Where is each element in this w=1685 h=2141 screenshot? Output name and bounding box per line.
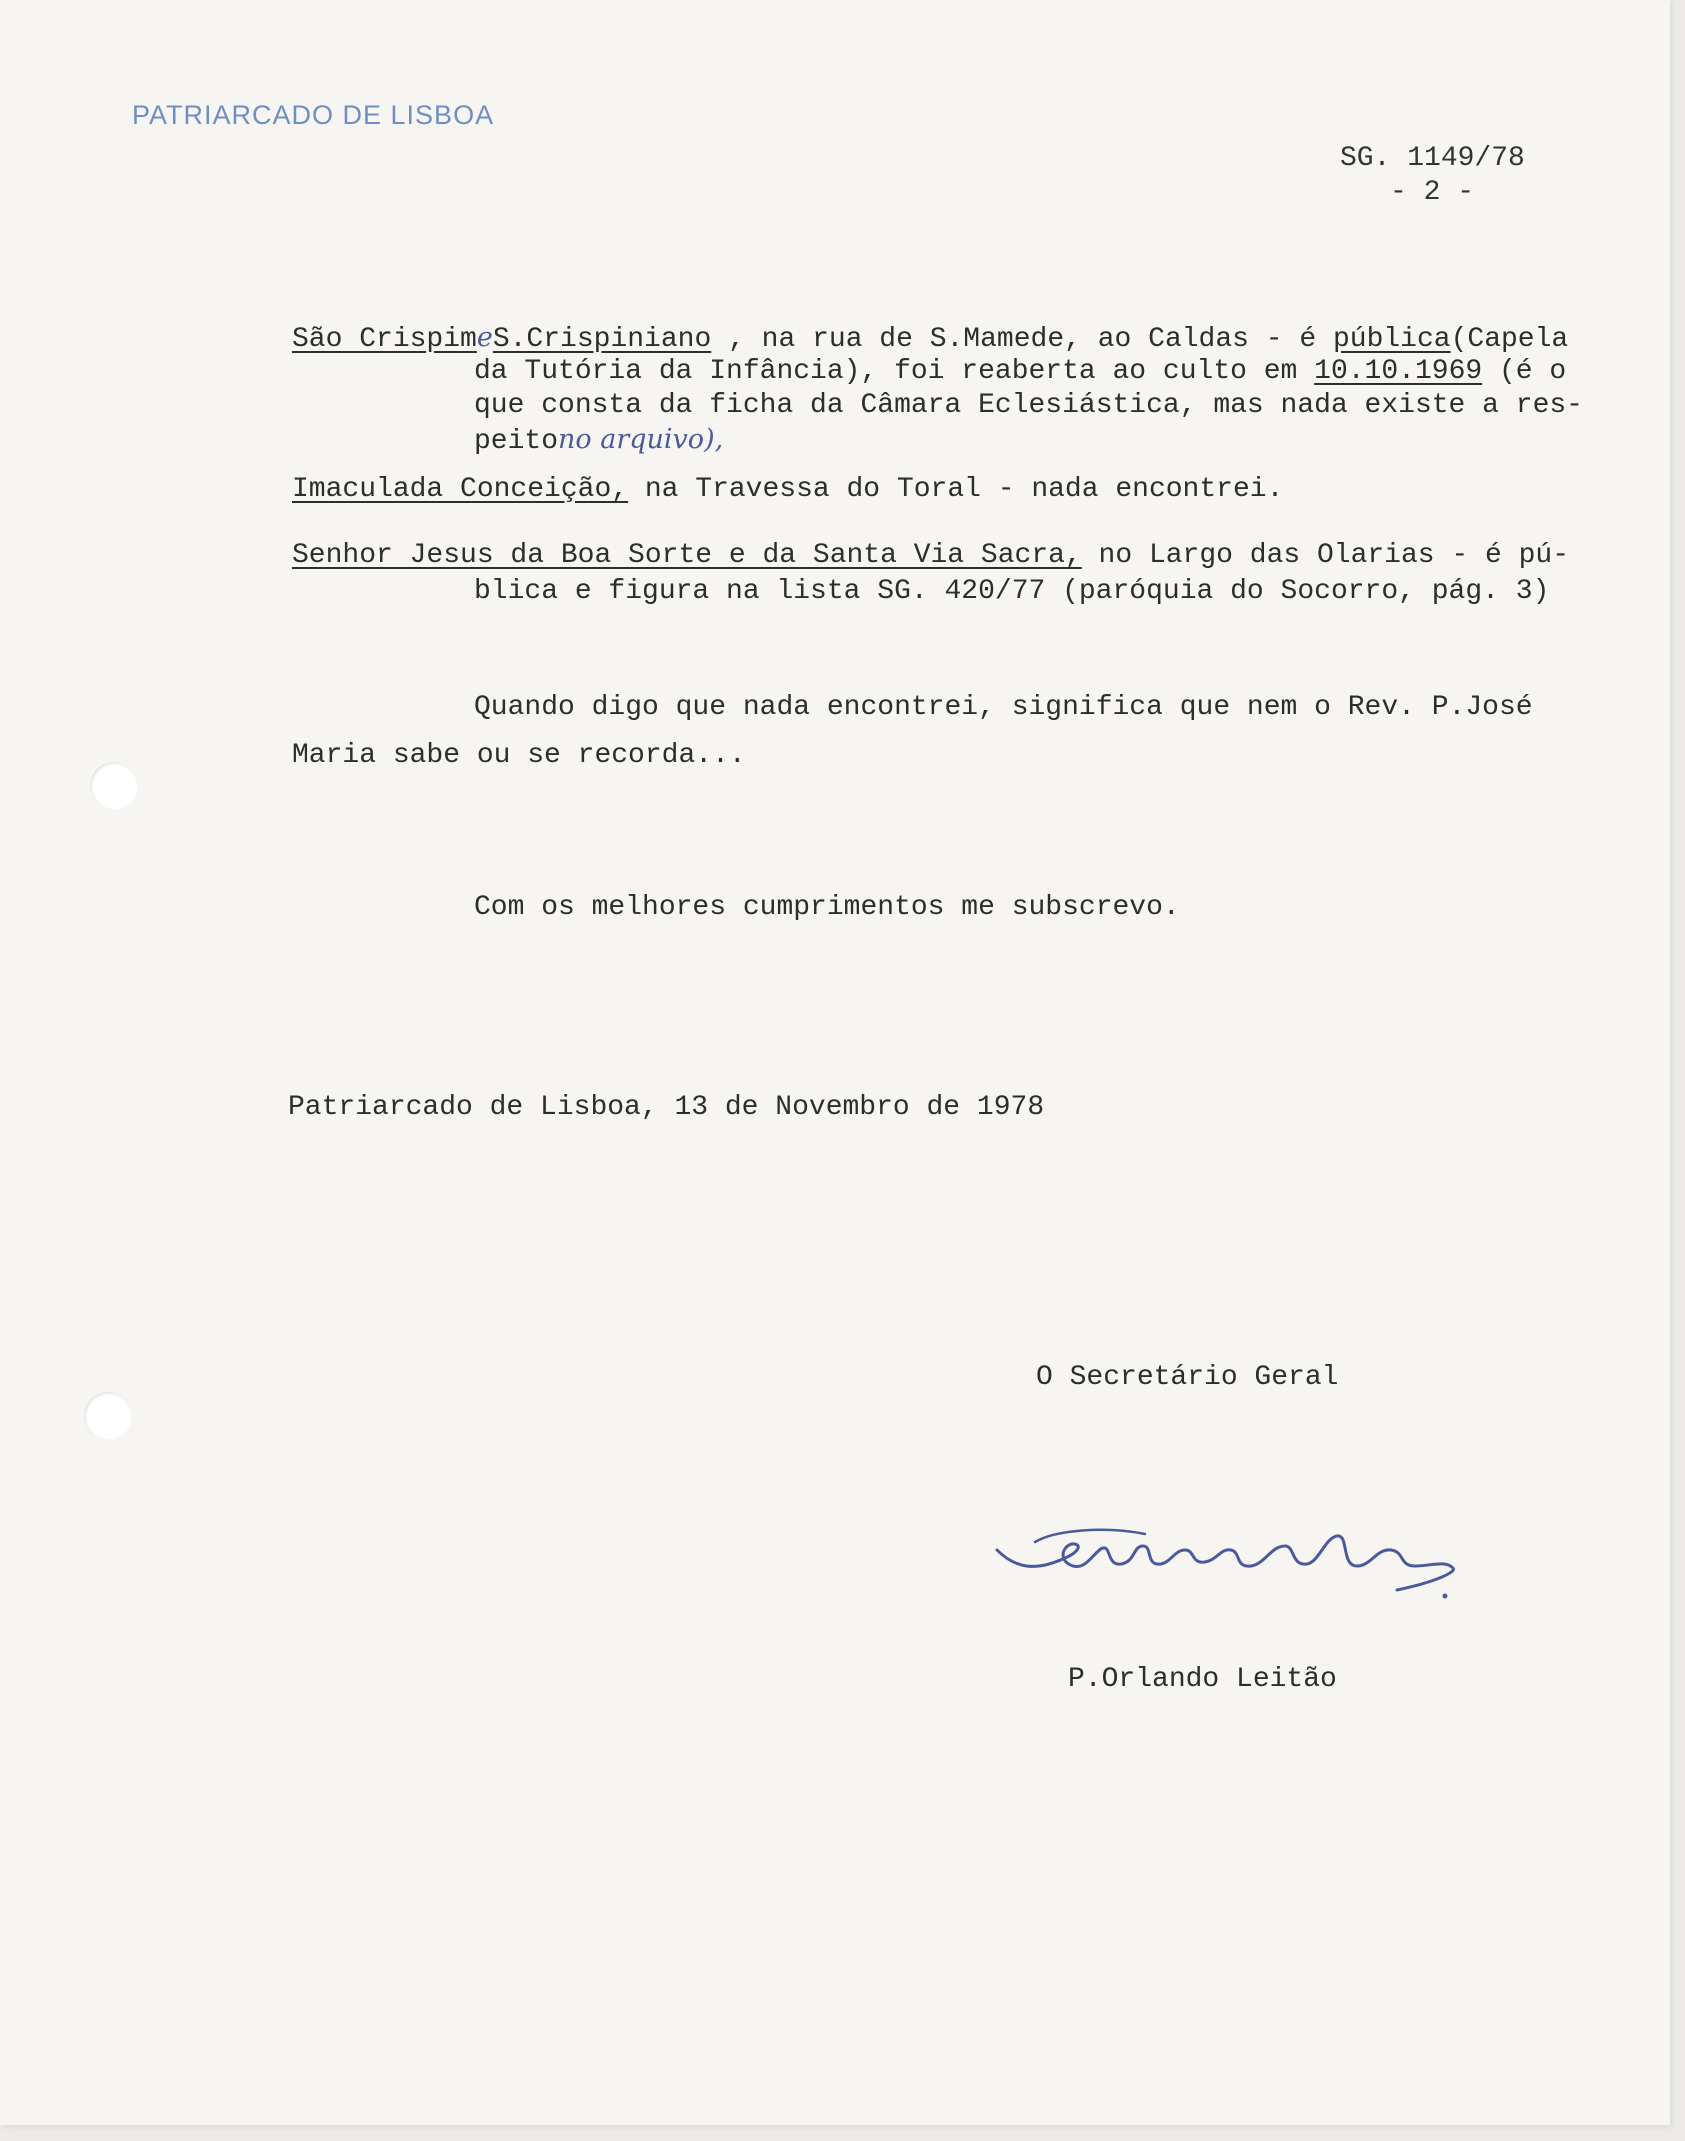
closing: Com os melhores cumprimentos me subscrevo. (474, 892, 1180, 923)
page-number: - 2 - (1390, 177, 1475, 208)
punch-hole-top (90, 762, 138, 810)
punch-hole-bottom (84, 1392, 132, 1440)
place-date: Patriarcado de Lisboa, 13 de Novembro de 1978 (288, 1092, 1045, 1123)
handwritten-signature (995, 1520, 1475, 1610)
entry-3-line-1 (292, 540, 1569, 572)
entry-1-publica: pública (1332, 324, 1451, 355)
reference-number: SG. 1149/78 (1340, 143, 1525, 174)
entry-1-line-3: que consta da ficha da Câmara Eclesiástica, mas nada existe a res- (474, 390, 1583, 421)
entry-1-line-1-text: , na rua de S.Mamede, ao Caldas - é (711, 324, 1333, 355)
note-line-2: Maria sabe ou se recorda... (292, 740, 746, 771)
entry-1-line-2-text: da Tutória da Infância), foi reaberta ao culto em (474, 356, 1315, 387)
reference-block (1340, 142, 1525, 210)
entry-1-line-4 (474, 424, 723, 458)
entry-3-line-1-text: no Largo das Olarias - é pú- (1081, 540, 1570, 571)
signatory-name: P.Orlando Leitão (1068, 1664, 1337, 1695)
handwritten-note: no arquivo), (558, 424, 724, 455)
entry-3-title: Senhor Jesus da Boa Sorte e da Santa Via Sacra, (292, 540, 1082, 571)
handwritten-e: e (476, 322, 493, 353)
entry-2-title: Imaculada Conceição, (292, 474, 629, 505)
entry-1-line-2-end: (é o (1482, 356, 1567, 387)
entry-2-text: na Travessa do Toral - nada encontrei. (628, 474, 1284, 505)
note-line-1: Quando digo que nada encontrei, significa que nem o Rev. P.José (474, 692, 1533, 723)
entry-1-title-2: S.Crispiniano (492, 324, 712, 355)
entry-1-title: São Crispim (292, 324, 477, 355)
signatory-title: O Secretário Geral (1036, 1362, 1339, 1393)
entry-1-line-1 (292, 322, 1568, 356)
letterhead: PATRIARCADO DE LISBOA (132, 100, 495, 130)
entry-1-line-4-text: peito (474, 426, 559, 457)
entry-1-line-2 (474, 356, 1566, 388)
entry-1-line-1-end: (Capela (1450, 324, 1569, 355)
entry-1-date: 10.10.1969 (1314, 356, 1483, 387)
entry-3-line-2: blica e figura na lista SG. 420/77 (paróquia do Socorro, pág. 3) (474, 576, 1550, 607)
entry-2-line-1 (292, 474, 1283, 506)
